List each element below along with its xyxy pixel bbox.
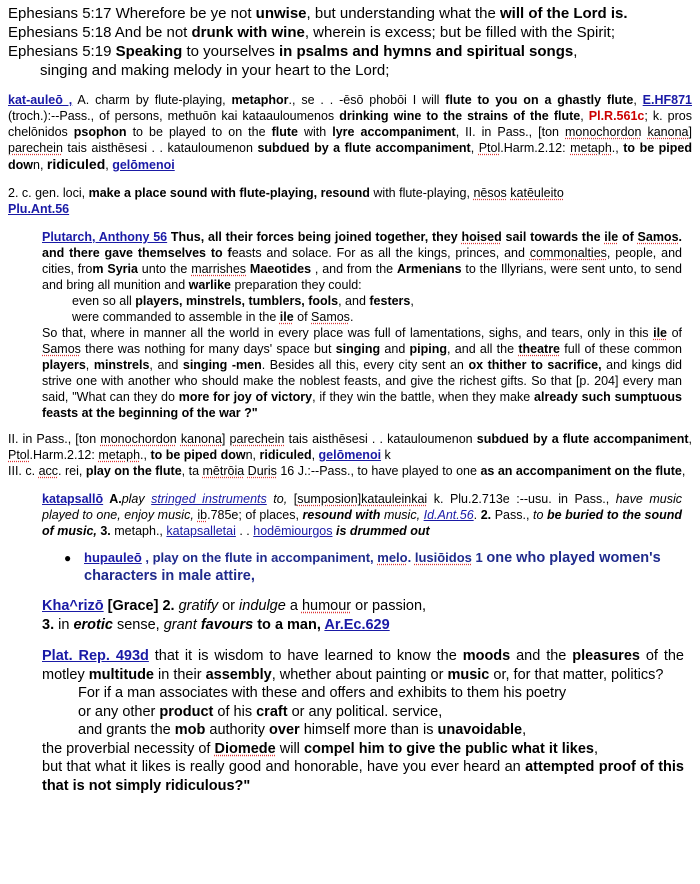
entry-headword-link[interactable]: katapsallō [42,492,104,506]
bullet-icon: ● [64,551,72,565]
verse-5-18: Ephesians 5:18 And be not drunk with wine, wherein is excess; but be filled with the Spirit; [8,24,615,41]
entry-kat-auleo: kat-auleō , A. charm by flute-playing, metaphor., se . . -ēsō phobōi I will flute to you on a ghastly flute, E.HF871 (troch.):--Pass., of persons, methuōn kai kataauloumenos drinking wine to the strains of the flute, Pl.R.561c; k. pros chelōnidos psophon to be played to on the flute with lyre accompaniment, II. in Pass., [ton monochordon kanona] parechein tais aisthēsesi . . katauloumenon subdued by a flute accompaniment, Ptol.Harm.2.12: metaph., to be piped down, ridiculed, gelōmenoi [8,93,693,172]
reference-link[interactable]: gelōmenoi [112,158,175,172]
plato-link[interactable]: Plat. Rep. 493d [42,648,149,664]
reference-link[interactable]: E.HF871 [642,93,693,107]
entry-headword-link[interactable]: kat-auleō , [8,93,73,107]
plutarch-quote: Plutarch, Anthony 56 Thus, all their forces being joined together, they hoised sail towards the ile of Samos. and there gave themselves to feasts and solace. For as all the kings, princes, and commonalties, people, and cities, from Syria unto the marrishes Maeotides , and from the Armenians to the Illyrians, were sent unto, to send and bring all munition and warlike preparation they could: even so all players, minstrels, tumblers, fools, and festers, were commanded to assemble in the ile of Samos. So that, where in manner all the world in every place was full of lamentations, sighs, and tears, only in this ile of Samos there was nothing for many days' space but singing and piping, and all the theatre full of these common players, minstrels, and singing -men. Besides all this, every city sent an ox thither to sacrifice, and kings did strive one with another who should make the noblest feasts, and give the richest gifts. So that [p. 204] every man said, "What can they do more for joy of victory, if they win the battle, when they make already such sumptuous feasts at the beginning of the war ?" [42,230,683,420]
plutarch-link[interactable]: Plutarch, Anthony 56 [42,230,168,244]
verse-5-19-continued: singing and making melody in your heart to the Lord; [40,62,390,79]
reference-link[interactable]: hodēmiourgos [253,524,333,538]
verse-ref: Ephesians 5:18 [8,24,112,41]
reference-link[interactable]: gelōmenoi [318,448,382,462]
reference-link[interactable]: stringed instruments [151,492,267,506]
plato-quote: Plat. Rep. 493d that it is wisdom to have learned to know the moods and the pleasures of the motley multitude in their assembly, whether about painting or music or, for that matter, politics? For if a man associates with these and offers and exhibits to them his poetry or any other product of his craft or any political. service, and grants the mob authority over himself more than is unavoidable, the proverbial necessity of Diomede will compel him to give the public what it likes, but that what it likes is really good and honorable, have you ever heard an attempted proof of this that is not simply ridiculous?" [42,648,684,794]
reference-link[interactable]: Id.Ant.56 [423,508,474,522]
reference-highlight: Pl.R.561c [588,109,645,123]
entry-headword-link[interactable]: Kha^rizō [42,598,104,614]
verse-5-17: Ephesians 5:17 Wherefore be ye not unwise, but understanding what the will of the Lord is. [8,5,628,22]
entry-passive-senses: II. in Pass., [ton monochordon kanona] parechein tais aisthēsesi . . katauloumenon subdued by a flute accompaniment, Ptol.Harm.2.12: metaph., to be piped down, ridiculed, gelōmenoi k III. c. acc. rei, play on the flute, ta mētrōia Duris 16 J.:--Pass., to have played to one as an accompaniment on the flute, [8,432,692,478]
verse-5-19: Ephesians 5:19 Speaking to yourselves in psalms and hymns and spiritual songs, [8,43,578,60]
entry-katapsallo: katapsallō A.play stringed instruments to, [sumposion]katauleinkai k. Plu.2.713e :--usu. in Pass., have music played to one, enjoy music, ib.785e; of places, resound with music, Id.Ant.56. 2. Pass., to be buried to the sound of music, 3. metaph., katapsalletai . . hodēmiourgos is drummed out [42,492,682,538]
reference-link[interactable]: Ar.Ec.629 [324,617,390,633]
verse-ref: Ephesians 5:17 [8,5,112,22]
entry-kharizo: Kha^rizō [Grace] 2. gratify or indulge a humour or passion, 3. in erotic sense, grant favours to a man, Ar.Ec.629 [42,598,427,633]
reference-link[interactable]: Plu.Ant.56 [8,202,70,216]
reference-link[interactable]: katapsalletai [166,524,236,538]
bullet-hupauleo: ● hupauleō , play on the flute in accompaniment, melo. lusiōidos 1 one who played women's characters in male attire, [64,550,661,584]
verse-ref: Ephesians 5:19 [8,43,112,60]
entry-sense-2: 2. c. gen. loci, make a place sound with flute-playing, resound with flute-playing, nēsos katēuleito Plu.Ant.56 [8,186,564,216]
ephesians-verses [8,4,692,80]
entry-headword-link[interactable]: hupauleō [84,550,142,565]
